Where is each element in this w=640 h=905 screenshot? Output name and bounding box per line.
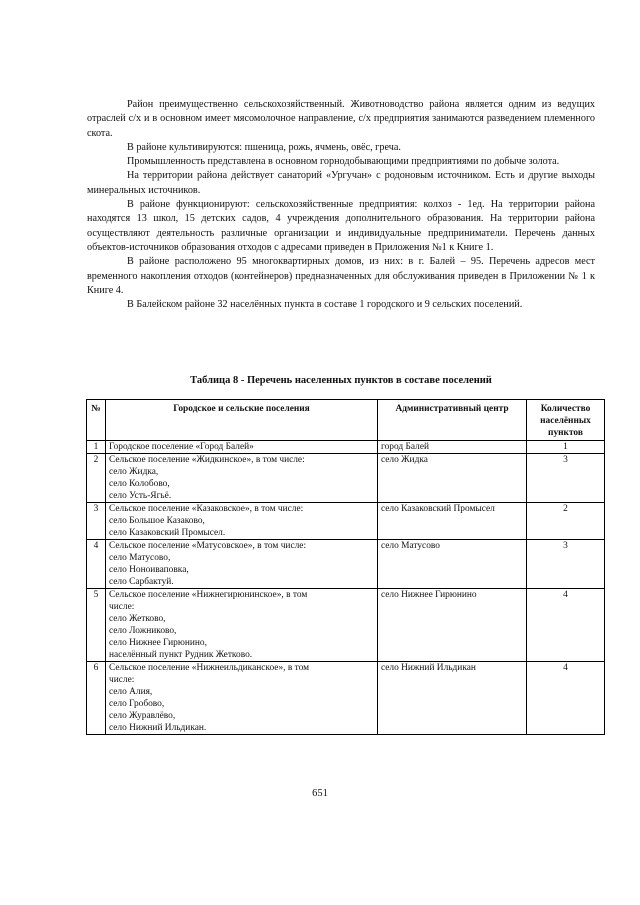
header-admin-center: Административный центр [378,400,527,441]
row-number: 1 [87,441,106,454]
settlement-line: село Ноноиваповка, [109,565,189,575]
count-cell: 1 [527,441,605,454]
admin-center-cell: село Жидка [378,454,527,503]
header-settlement: Городское и сельские поселения [106,400,378,441]
settlement-line: Сельское поселение «Казаковское», в том числе: [109,504,304,514]
header-count: Количество населённых пунктов [527,400,605,441]
settlement-line: село Нижнее Гирюнино, [109,638,207,648]
row-number: 4 [87,540,106,589]
row-number: 5 [87,589,106,662]
paragraph-sanatorium: На территории района действует санаторий «Ургучан» с родоновым источником. Есть и другие выходы минеральных источников. [87,170,595,196]
admin-center-cell: село Нижний Ильдикан [378,662,527,735]
settlement-cell [106,662,378,735]
paragraph-enterprises: В районе функционируют: сельскохозяйственные предприятия: колхоз - 1ед. На территории района находятся 13 школ, 15 детских садов, 4 учреждения дополнительного образования. На территории района осуществляют деятельность различные организации и индивидуальные предприниматели. Перечень данных объектов-источников образования отходов с адресами приведен в Приложения №1 к Книге 1. [87,199,595,253]
settlement-line: село Журавлёво, [109,711,176,721]
settlement-line: село Казаковский Промысел. [109,528,226,538]
admin-center-cell: село Матусово [378,540,527,589]
admin-center-cell: город Балей [378,441,527,454]
row-number: 6 [87,662,106,735]
table-row [87,662,605,735]
settlements-table [86,399,605,735]
settlement-line: село Алия, [109,687,153,697]
table-row [87,589,605,662]
settlement-line: Городское поселение «Город Балей» [109,442,254,452]
body-text [87,98,595,312]
settlement-line: село Жидка, [109,467,159,477]
paragraph-settlements: В Балейском районе 32 населённых пункта в составе 1 городского и 9 сельских поселений. [127,299,523,311]
count-cell: 3 [527,540,605,589]
row-number: 2 [87,454,106,503]
count-cell: 4 [527,589,605,662]
admin-center-cell: село Нижнее Гирюнино [378,589,527,662]
settlement-cell [106,540,378,589]
settlement-line: село Гробово, [109,699,165,709]
row-number: 3 [87,503,106,540]
settlement-line: числе: [109,602,135,612]
settlement-cell [106,441,378,454]
settlement-line: Сельское поселение «Матусовское», в том числе: [109,541,307,551]
settlement-line: Сельское поселение «Нижнегирюнинское», в том [109,590,308,600]
table-header-row [87,400,605,441]
count-cell: 3 [527,454,605,503]
paragraph-crops: В районе культивируются: пшеница, рожь, ячмень, овёс, греча. [127,141,401,153]
settlement-line: село Сарбактуй. [109,577,174,587]
settlement-cell [106,589,378,662]
settlement-line: числе: [109,675,135,685]
paragraph-housing: В районе расположено 95 многоквартирных домов, из них: в г. Балей – 95. Перечень адресов мест временного накопления отходов (контейнеров) предназначенных для обслуживания приведен в Приложении № 1 к Книге 4. [87,256,595,296]
settlement-line: населённый пункт Рудник Жетково. [109,650,253,660]
count-cell: 2 [527,503,605,540]
settlement-line: Сельское поселение «Жидкинское», в том числе: [109,455,305,465]
page-number: 651 [312,788,328,799]
settlement-line: село Нижний Ильдикан. [109,723,207,733]
paragraph-industry: Промышленность представлена в основном горнодобывающими предприятиями по добыче золота. [127,156,560,168]
table-row [87,441,605,454]
settlement-line: село Ложниково, [109,626,177,636]
settlement-line: село Матусово, [109,553,171,563]
table-row [87,540,605,589]
settlement-line: село Усть-Ягьё. [109,491,172,501]
paragraph-agriculture: Район преимущественно сельскохозяйственный. Животноводство района является одним из ведущих отраслей с/х и в основном имеет мясомолочное направление, с/х предприятия занимаются разведением племенного скота. [87,99,595,139]
settlement-cell [106,454,378,503]
settlement-line: село Колобово, [109,479,170,489]
table-caption: Таблица 8 - Перечень населенных пунктов в составе поселений [190,375,492,386]
admin-center-cell: село Казаковский Промысел [378,503,527,540]
table-row [87,454,605,503]
count-cell: 4 [527,662,605,735]
table-row [87,503,605,540]
settlement-cell [106,503,378,540]
header-number: № [87,400,106,441]
settlement-line: Сельское поселение «Нижнеильдиканское», в том [109,663,310,673]
settlement-line: село Большое Казаково, [109,516,205,526]
settlement-line: село Жетково, [109,614,166,624]
